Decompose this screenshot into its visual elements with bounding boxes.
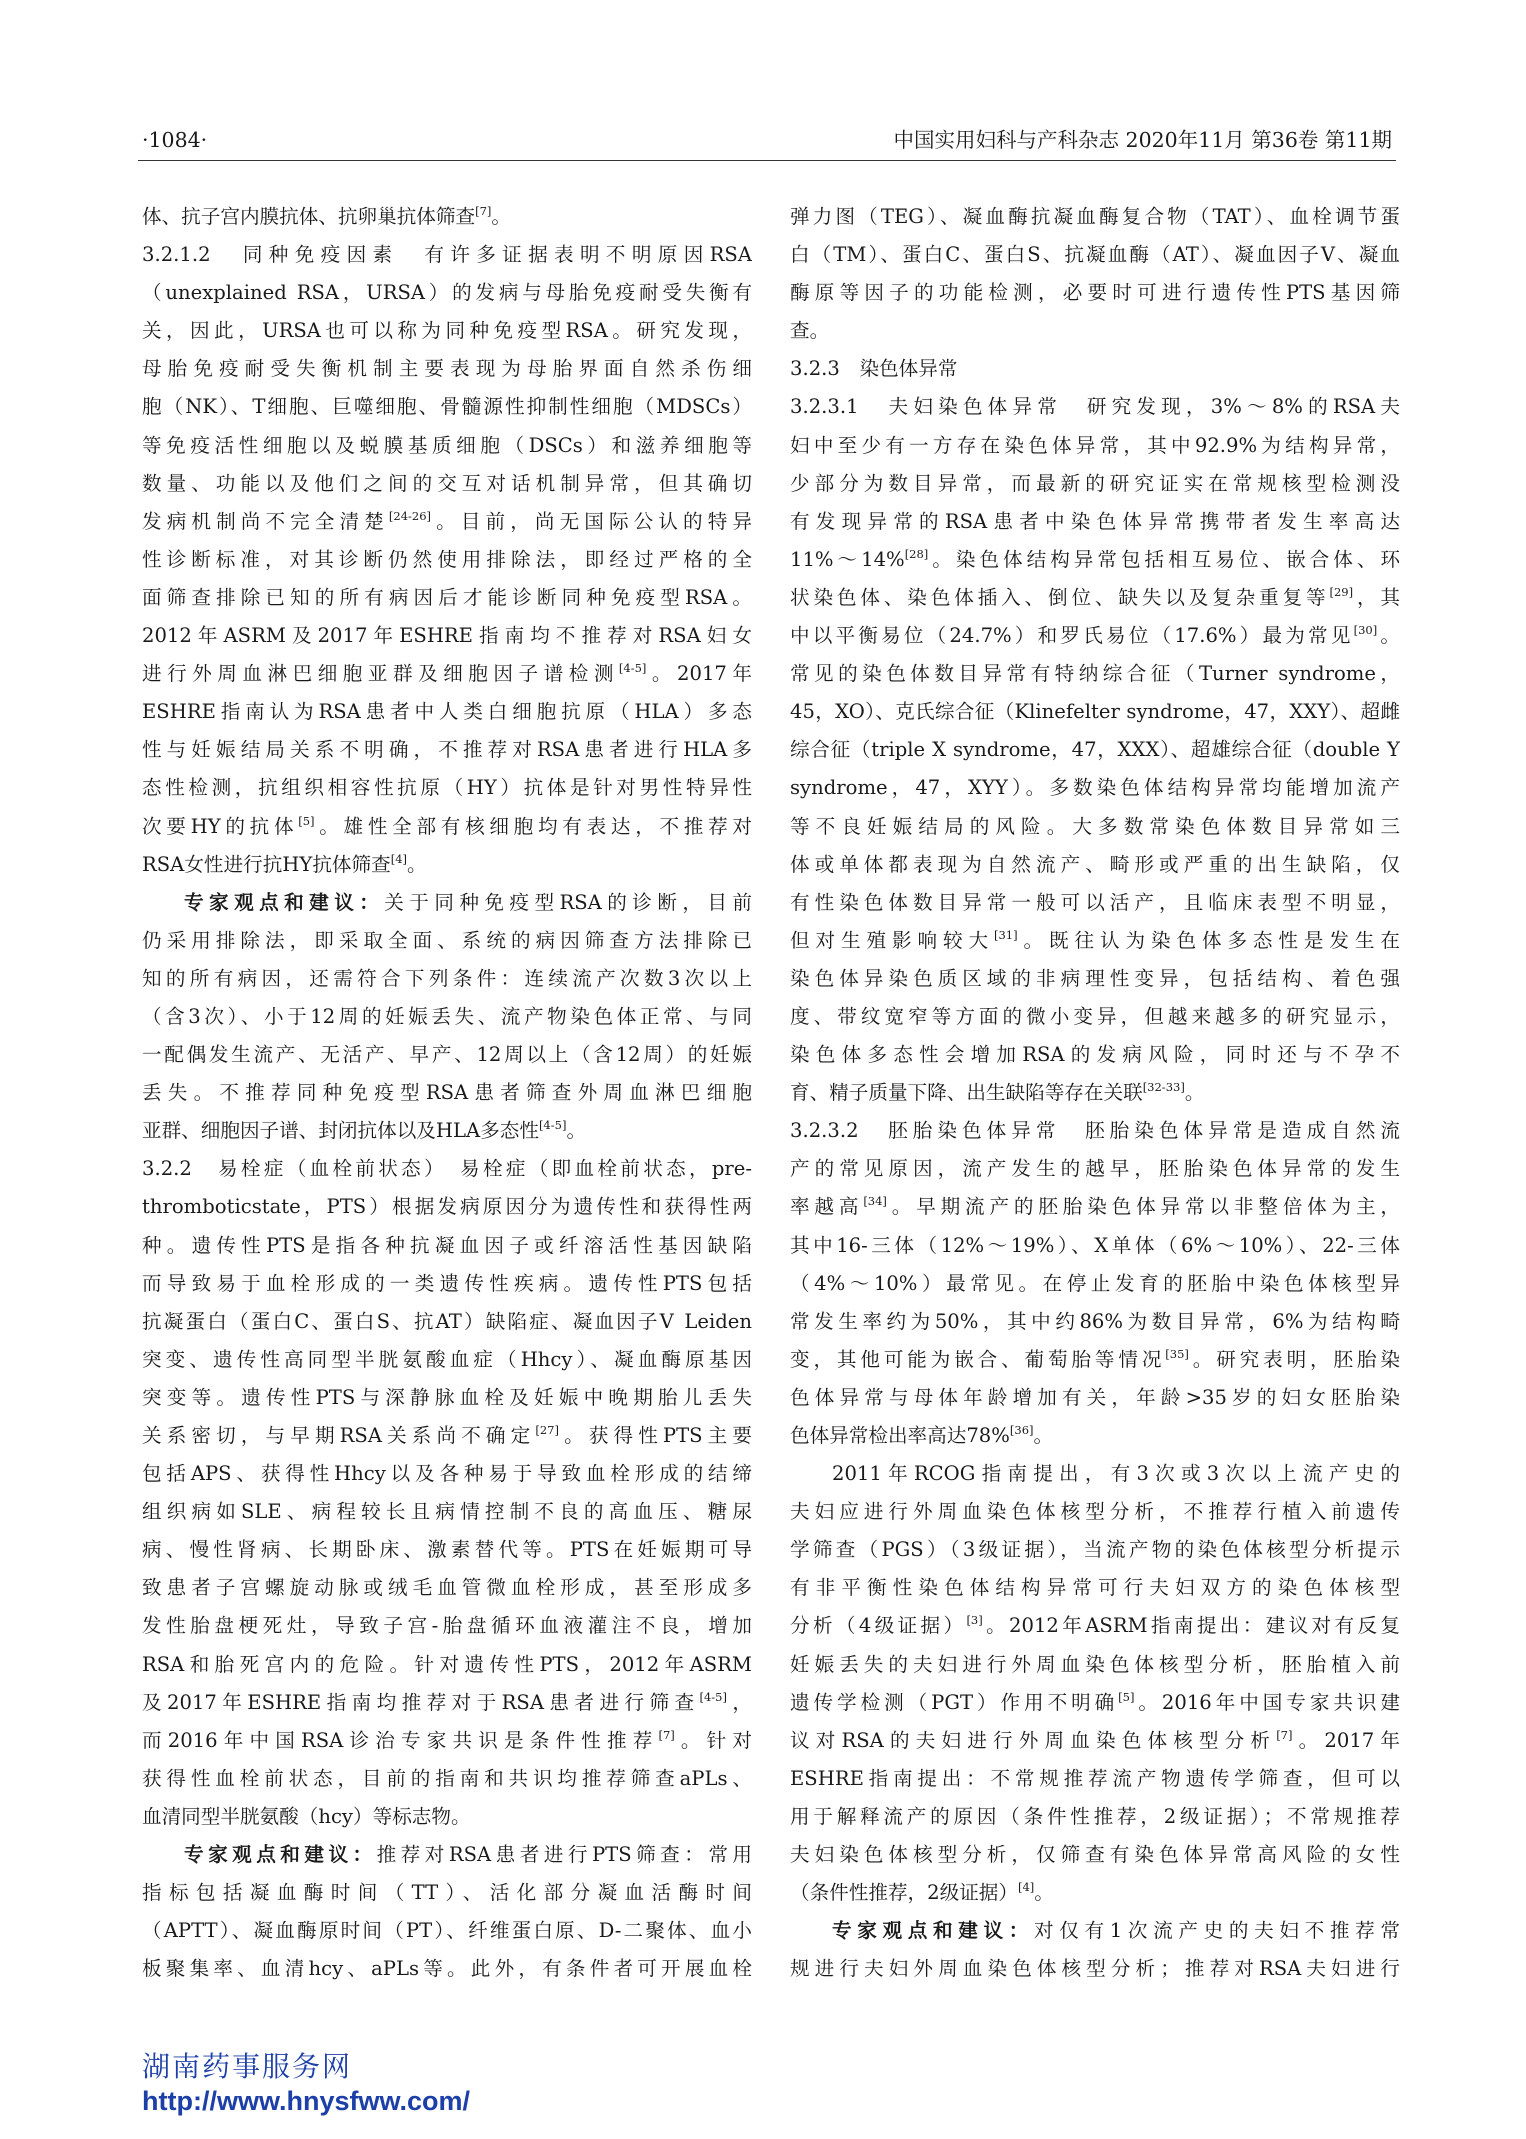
line-text: 遗传学检测（PGT）作用不明确 (790, 1690, 1119, 1714)
text-line (142, 427, 752, 465)
line-text: 酶原等因子的功能检测，必要时可进行遗传性PTS基因筛 (790, 281, 1400, 305)
citation-ref: [4-5] (699, 1689, 727, 1704)
line-text: 规进行夫妇外周血染色体核型分析；推荐对RSA夫妇进行 (790, 1957, 1400, 1981)
line-text: 关，因此，URSA也可以称为同种免疫型RSA。研究发现， (142, 319, 752, 343)
line-text: 有性染色体数目异常一般可以活产，且临床表型不明显， (790, 890, 1400, 914)
line-text: 丢失。不推荐同种免疫型RSA患者筛查外周血淋巴细胞 (142, 1081, 752, 1105)
line-text: 态性检测，抗组织相容性抗原（HY）抗体是针对男性特异性 (142, 776, 752, 800)
text-line (790, 236, 1400, 274)
line-text: 包括APS、获得性Hhcy以及各种易于导致血栓形成的结缔 (142, 1462, 752, 1486)
line-text-after: 。2016年中国专家共识建 (1134, 1690, 1400, 1714)
line-text: 血清同型半胱氨酸（hcy）等标志物。 (142, 1804, 471, 1828)
text-line (142, 998, 752, 1036)
text-line (790, 1303, 1400, 1341)
text-line (142, 1569, 752, 1607)
line-text: 3.2.1.2 同种免疫因素 有许多证据表明不明原因RSA (142, 243, 752, 267)
text-line (142, 1798, 752, 1836)
text-line (142, 1112, 752, 1150)
line-text: 产的常见原因，流产发生的越早，胚胎染色体异常的发生 (790, 1157, 1400, 1181)
line-text-after: 。 (1184, 1081, 1205, 1105)
line-text: 色体异常检出率高达78% (790, 1424, 1010, 1447)
text-line (142, 1417, 752, 1455)
text-line (790, 655, 1400, 693)
citation-ref: [7] (475, 204, 492, 218)
text-line (142, 1493, 752, 1531)
bold-lead: 专家观点和建议： (184, 890, 385, 914)
line-text: 病、慢性肾病、长期卧床、激素替代等。PTS在妊娠期可导 (142, 1538, 752, 1562)
text-line (790, 1493, 1400, 1531)
line-text: 其中16-三体（12%～19%）、X单体（6%～10%）、22-三体 (790, 1233, 1400, 1257)
text-line (790, 922, 1400, 960)
line-text: 获得性血栓前状态，目前的指南和共识均推荐筛查aPLs、 (142, 1766, 752, 1790)
citation-ref: [7] (658, 1727, 675, 1742)
text-line (790, 465, 1400, 503)
line-text: 推荐对RSA患者进行PTS筛查：常用 (376, 1843, 752, 1867)
text-line (142, 1188, 752, 1226)
line-text: syndrome，47，XYY）。多数染色体结构异常均能增加流产 (790, 776, 1400, 800)
text-line (790, 388, 1400, 426)
line-text: （4%～10%）最常见。在停止发育的胚胎中染色体核型异 (790, 1271, 1400, 1295)
citation-ref: [28] (904, 546, 929, 561)
text-line (142, 388, 752, 426)
line-text: 分析（4级证据） (790, 1614, 967, 1638)
text-line (790, 1912, 1400, 1950)
line-text: 中以平衡易位（24.7%）和罗氏易位（17.6%）最为常见 (790, 624, 1354, 648)
text-line (142, 1760, 752, 1798)
citation-ref: [24-26] (388, 508, 432, 523)
text-line (142, 769, 752, 807)
text-line (142, 312, 752, 350)
line-text: 常见的染色体数目异常有特纳综合征（Turner syndrome， (790, 662, 1400, 686)
text-line (142, 1912, 752, 1950)
line-text: ESHRE指南认为RSA患者中人类白细胞抗原（HLA）多态 (142, 700, 752, 724)
text-line (790, 1227, 1400, 1265)
text-line (142, 1646, 752, 1684)
line-text-after: 。 (1377, 624, 1400, 648)
line-text: 3.2.3 染色体异常 (790, 357, 958, 381)
text-line (142, 274, 752, 312)
line-text: 染色体异染色质区域的非病理性变异，包括结构、着色强 (790, 966, 1400, 990)
header-rule (138, 160, 1396, 161)
line-text: 进行外周血淋巴细胞亚群及细胞因子谱检测 (142, 662, 619, 686)
text-line (790, 884, 1400, 922)
text-line (790, 1074, 1400, 1112)
line-text-after: 。获得性PTS主要 (558, 1424, 752, 1447)
text-line (790, 1874, 1400, 1912)
text-line (142, 579, 752, 617)
text-line (142, 693, 752, 731)
line-text-after: 。 (1034, 1881, 1054, 1905)
text-line (790, 1112, 1400, 1150)
line-text: 母胎免疫耐受失衡机制主要表现为母胎界面自然杀伤细 (142, 357, 752, 381)
text-line (790, 1188, 1400, 1226)
text-line (142, 1379, 752, 1417)
line-text-after: 。2017年 (1292, 1728, 1400, 1752)
line-text: 突变等。遗传性PTS与深静脉血栓及妊娠中晚期胎儿丢失 (142, 1385, 752, 1409)
line-text: 夫妇应进行外周血染色体核型分析，不推荐行植入前遗传 (790, 1500, 1400, 1524)
text-line (790, 808, 1400, 846)
line-text-after: ， (726, 1690, 752, 1714)
line-text: 数量、功能以及他们之间的交互对话机制异常，但其确切 (142, 471, 752, 495)
line-text: 关于同种免疫型RSA的诊断，目前 (384, 890, 752, 914)
text-line (142, 1722, 752, 1760)
line-text: 而导致易于血栓形成的一类遗传性疾病。遗传性PTS包括 (142, 1271, 752, 1295)
text-line (790, 960, 1400, 998)
citation-ref: [5] (1118, 1689, 1135, 1704)
watermark (142, 2050, 470, 2118)
text-line (790, 1569, 1400, 1607)
text-line (142, 503, 752, 541)
citation-ref: [35] (1165, 1346, 1189, 1361)
citation-ref: [4-5] (538, 1118, 567, 1133)
line-text-after: 。 (1033, 1424, 1054, 1447)
line-text-after: 。2017年 (646, 662, 752, 686)
text-line (790, 1798, 1400, 1836)
line-text: 夫妇染色体核型分析，仅筛查有染色体异常高风险的女性 (790, 1843, 1400, 1867)
text-line (790, 1036, 1400, 1074)
text-line (790, 1265, 1400, 1303)
line-text: 性与妊娠结局关系不明确，不推荐对RSA患者进行HLA多 (142, 738, 752, 762)
line-text-after: 。染色体结构异常包括相互易位、嵌合体、环 (928, 547, 1400, 571)
text-line (142, 1836, 752, 1874)
text-line (790, 1760, 1400, 1798)
line-text: 突变、遗传性高同型半胱氨酸血症（Hhcy）、凝血酶原基因 (142, 1347, 752, 1371)
citation-ref: [4-5] (618, 661, 647, 676)
line-text: 但对生殖影响较大 (790, 928, 994, 952)
line-text: 一配偶发生流产、无活产、早产、12周以上（含12周）的妊娠 (142, 1043, 752, 1067)
text-line (790, 1341, 1400, 1379)
line-text: 有发现异常的RSA患者中染色体异常携带者发生率高达 (790, 509, 1400, 533)
right-text-column (790, 198, 1400, 1988)
line-text: RSA女性进行抗HY抗体筛查 (142, 852, 391, 876)
text-line (790, 274, 1400, 312)
citation-ref: [34] (863, 1194, 887, 1209)
text-line (790, 312, 1400, 350)
line-text-after: ，其 (1353, 585, 1400, 609)
line-text: 亚群、细胞因子谱、封闭抗体以及HLA多态性 (142, 1119, 539, 1143)
line-text: 有非平衡性染色体结构异常可行夫妇双方的染色体核型 (790, 1576, 1400, 1600)
watermark-url[interactable]: http://www.hnysfww.com/ (142, 2086, 470, 2116)
citation-ref: [4] (1018, 1880, 1035, 1895)
text-line (142, 1265, 752, 1303)
bold-lead: 专家观点和建议： (832, 1919, 1035, 1943)
text-line (142, 1150, 752, 1188)
text-line (790, 998, 1400, 1036)
text-line (142, 1227, 752, 1265)
text-line (142, 350, 752, 388)
text-line (142, 465, 752, 503)
line-text-after: 。 (407, 852, 427, 876)
line-text: 2011年RCOG指南提出，有3次或3次以上流产史的 (832, 1462, 1400, 1486)
text-line (790, 769, 1400, 807)
line-text: 学筛查（PGS）（3级证据），当流产物的染色体核型分析提示 (790, 1538, 1400, 1562)
citation-ref: [27] (535, 1423, 559, 1437)
line-text: 胞（NK）、T细胞、巨噬细胞、骨髓源性抑制性细胞（MDSCs） (142, 395, 752, 419)
text-line (142, 617, 752, 655)
line-text-after: 。针对 (674, 1728, 752, 1752)
text-line (790, 1950, 1400, 1988)
line-text: 发病机制尚不完全清楚 (142, 509, 389, 533)
text-line (790, 579, 1400, 617)
text-line (790, 1531, 1400, 1569)
citation-ref: [3] (966, 1613, 983, 1628)
line-text: 育、精子质量下降、出生缺陷等存在关联 (790, 1081, 1143, 1105)
line-text: 白（TM）、蛋白C、蛋白S、抗凝血酶（AT）、凝血因子Ⅴ、凝血 (790, 243, 1400, 267)
text-line (142, 1874, 752, 1912)
citation-ref: [29] (1329, 584, 1354, 599)
line-text: 妊娠丢失的夫妇进行外周血染色体核型分析，胚胎植入前 (790, 1652, 1400, 1676)
line-text: 3.2.3.1 夫妇染色体异常 研究发现，3%～8%的RSA夫 (790, 395, 1400, 419)
line-text: 11%～14% (790, 547, 905, 571)
line-text: 体或单体都表现为自然流产、畸形或严重的出生缺陷，仅 (790, 852, 1400, 876)
line-text: 组织病如SLE、病程较长且病情控制不良的高血压、糖尿 (142, 1500, 752, 1524)
line-text: 查。 (790, 319, 830, 343)
text-line (790, 350, 1400, 388)
line-text: 板聚集率、血清hcy、aPLs等。此外，有条件者可开展血栓 (142, 1957, 752, 1981)
citation-ref: [4] (390, 851, 407, 866)
text-line (142, 236, 752, 274)
text-line (142, 1341, 752, 1379)
line-text: 体、抗子宫内膜抗体、抗卵巢抗体筛查 (142, 205, 476, 228)
text-line (790, 731, 1400, 769)
line-text-after: 。 (491, 205, 511, 228)
text-line (790, 1150, 1400, 1188)
text-line (790, 617, 1400, 655)
line-text: 等不良妊娠结局的风险。大多数常染色体数目异常如三 (790, 814, 1400, 838)
line-text: 抗凝蛋白（蛋白C、蛋白S、抗AT）缺陷症、凝血因子Ⅴ Leiden (142, 1309, 752, 1333)
line-text: 知的所有病因，还需符合下列条件：连续流产次数3次以上 (142, 966, 752, 990)
text-line (142, 960, 752, 998)
text-line (142, 1684, 752, 1722)
text-line (142, 1303, 752, 1341)
text-line (142, 1036, 752, 1074)
line-text: 等免疫活性细胞以及蜕膜基质细胞（DSCs）和滋养细胞等 (142, 433, 752, 457)
line-text: 次要HY的抗体 (142, 814, 299, 838)
line-text: 综合征（triple X syndrome，47，XXX）、超雄综合征（double Y (790, 738, 1400, 762)
line-text: 及2017年ESHRE指南均推荐对于RSA患者进行筛查 (142, 1690, 700, 1714)
line-text: ESHRE指南提出：不常规推荐流产物遗传学筛查，但可以 (790, 1766, 1400, 1790)
text-line (142, 655, 752, 693)
line-text: 常发生率约为50%，其中约86%为数目异常，6%为结构畸 (790, 1309, 1400, 1333)
text-line (142, 846, 752, 884)
line-text: （unexplained RSA，URSA）的发病与母胎免疫耐受失衡有 (142, 281, 752, 305)
line-text: 妇中至少有一方存在染色体异常，其中92.9%为结构异常， (790, 433, 1400, 457)
text-line (790, 1646, 1400, 1684)
line-text: 对仅有1次流产史的夫妇不推荐常 (1034, 1919, 1400, 1943)
text-line (790, 1379, 1400, 1417)
citation-ref: [36] (1009, 1423, 1034, 1437)
citation-ref: [31] (993, 927, 1018, 942)
text-line (790, 1607, 1400, 1645)
text-line (142, 1607, 752, 1645)
line-text-after: 。雄性全部有核细胞均有表达，不推荐对 (314, 814, 752, 838)
line-text: 率越高 (790, 1195, 864, 1219)
line-text: 变，其他可能为嵌合、葡萄胎等情况 (790, 1347, 1166, 1371)
line-text: RSA和胎死宫内的危险。针对遗传性PTS，2012年ASRM (142, 1652, 752, 1676)
citation-ref: [7] (1276, 1727, 1293, 1742)
text-line (790, 1417, 1400, 1455)
text-line (790, 1836, 1400, 1874)
line-text: 用于解释流产的原因（条件性推荐，2级证据）；不常规推荐 (790, 1804, 1400, 1828)
text-line (790, 846, 1400, 884)
text-line (790, 693, 1400, 731)
line-text-after: 。既往认为染色体多态性是发生在 (1017, 928, 1400, 952)
line-text: 种。遗传性PTS是指各种抗凝血因子或纤溶活性基因缺陷 (142, 1233, 752, 1257)
text-line (790, 427, 1400, 465)
line-text: （含3次）、小于12周的妊娠丢失、流产物染色体正常、与同 (142, 1004, 752, 1028)
bold-lead: 专家观点和建议： (184, 1843, 377, 1867)
line-text: 染色体多态性会增加RSA的发病风险，同时还与不孕不 (790, 1043, 1400, 1067)
line-text: 关系密切，与早期RSA关系尚不确定 (142, 1424, 536, 1447)
line-text: 面筛查排除已知的所有病因后才能诊断同种免疫型RSA。 (142, 585, 752, 609)
text-line (142, 731, 752, 769)
text-line (790, 198, 1400, 236)
text-line (142, 1950, 752, 1988)
line-text: 发性胎盘梗死灶，导致子宫-胎盘循环血液灌注不良，增加 (142, 1614, 752, 1638)
text-line (142, 1074, 752, 1112)
text-line (790, 1684, 1400, 1722)
line-text: 3.2.3.2 胚胎染色体异常 胚胎染色体异常是造成自然流 (790, 1119, 1400, 1143)
text-line (142, 198, 752, 236)
line-text-after: 。目前，尚无国际公认的特异 (431, 509, 752, 533)
journal-header: 中国实用妇科与产科杂志 2020年11月 第36卷 第11期 (893, 128, 1392, 152)
text-line (790, 503, 1400, 541)
line-text: 议对RSA的夫妇进行外周血染色体核型分析 (790, 1728, 1277, 1752)
text-line (142, 1531, 752, 1569)
left-text-column (142, 198, 752, 1988)
citation-ref: [5] (298, 813, 315, 828)
line-text: 致患者子宫螺旋动脉或绒毛血管微血栓形成，甚至形成多 (142, 1576, 752, 1600)
line-text: 3.2.2 易栓症（血栓前状态） 易栓症（即血栓前状态，pre- (142, 1157, 752, 1181)
text-line (790, 1455, 1400, 1493)
line-text: 性诊断标准，对其诊断仍然使用排除法，即经过严格的全 (142, 547, 752, 571)
line-text: thromboticstate，PTS）根据发病原因分为遗传性和获得性两 (142, 1195, 752, 1219)
line-text: 2012年ASRM及2017年ESHRE指南均不推荐对RSA妇女 (142, 624, 752, 648)
text-line (790, 1722, 1400, 1760)
text-line (142, 884, 752, 922)
text-line (142, 1455, 752, 1493)
page-number: ·1084· (142, 128, 208, 152)
line-text: 45，XO）、克氏综合征（Klinefelter syndrome，47，XXY）、超雌 (790, 700, 1400, 724)
line-text: 而2016年中国RSA诊治专家共识是条件性推荐 (142, 1728, 659, 1752)
line-text-after: 。早期流产的胚胎染色体异常以非整倍体为主， (886, 1195, 1400, 1219)
text-line (142, 808, 752, 846)
line-text: （APTT）、凝血酶原时间（PT）、纤维蛋白原、D-二聚体、血小 (142, 1919, 752, 1943)
citation-ref: [32-33] (1142, 1080, 1185, 1095)
line-text: 弹力图（TEG）、凝血酶抗凝血酶复合物（TAT）、血栓调节蛋 (790, 205, 1400, 228)
line-text: 度、带纹宽窄等方面的微小变异，但越来越多的研究显示， (790, 1004, 1400, 1028)
line-text: 少部分为数目异常，而最新的研究证实在常规核型检测没 (790, 471, 1400, 495)
line-text: 指标包括凝血酶时间（TT）、活化部分凝血活酶时间 (142, 1881, 752, 1905)
line-text-after: 。研究表明，胚胎染 (1188, 1347, 1400, 1371)
line-text: 状染色体、染色体插入、倒位、缺失以及复杂重复等 (790, 585, 1330, 609)
text-line (142, 541, 752, 579)
line-text: 色体异常与母体年龄增加有关，年龄>35岁的妇女胚胎染 (790, 1385, 1400, 1409)
line-text-after: 。 (566, 1119, 587, 1143)
line-text-after: 。2012年ASRM指南提出：建议对有反复 (982, 1614, 1400, 1638)
citation-ref: [30] (1353, 623, 1378, 638)
line-text: 仍采用排除法，即采取全面、系统的病因筛查方法排除已 (142, 928, 752, 952)
line-text: （条件性推荐，2级证据） (790, 1881, 1018, 1905)
watermark-site-name: 湖南药事服务网 (142, 2050, 353, 2083)
text-line (790, 541, 1400, 579)
text-line (142, 922, 752, 960)
